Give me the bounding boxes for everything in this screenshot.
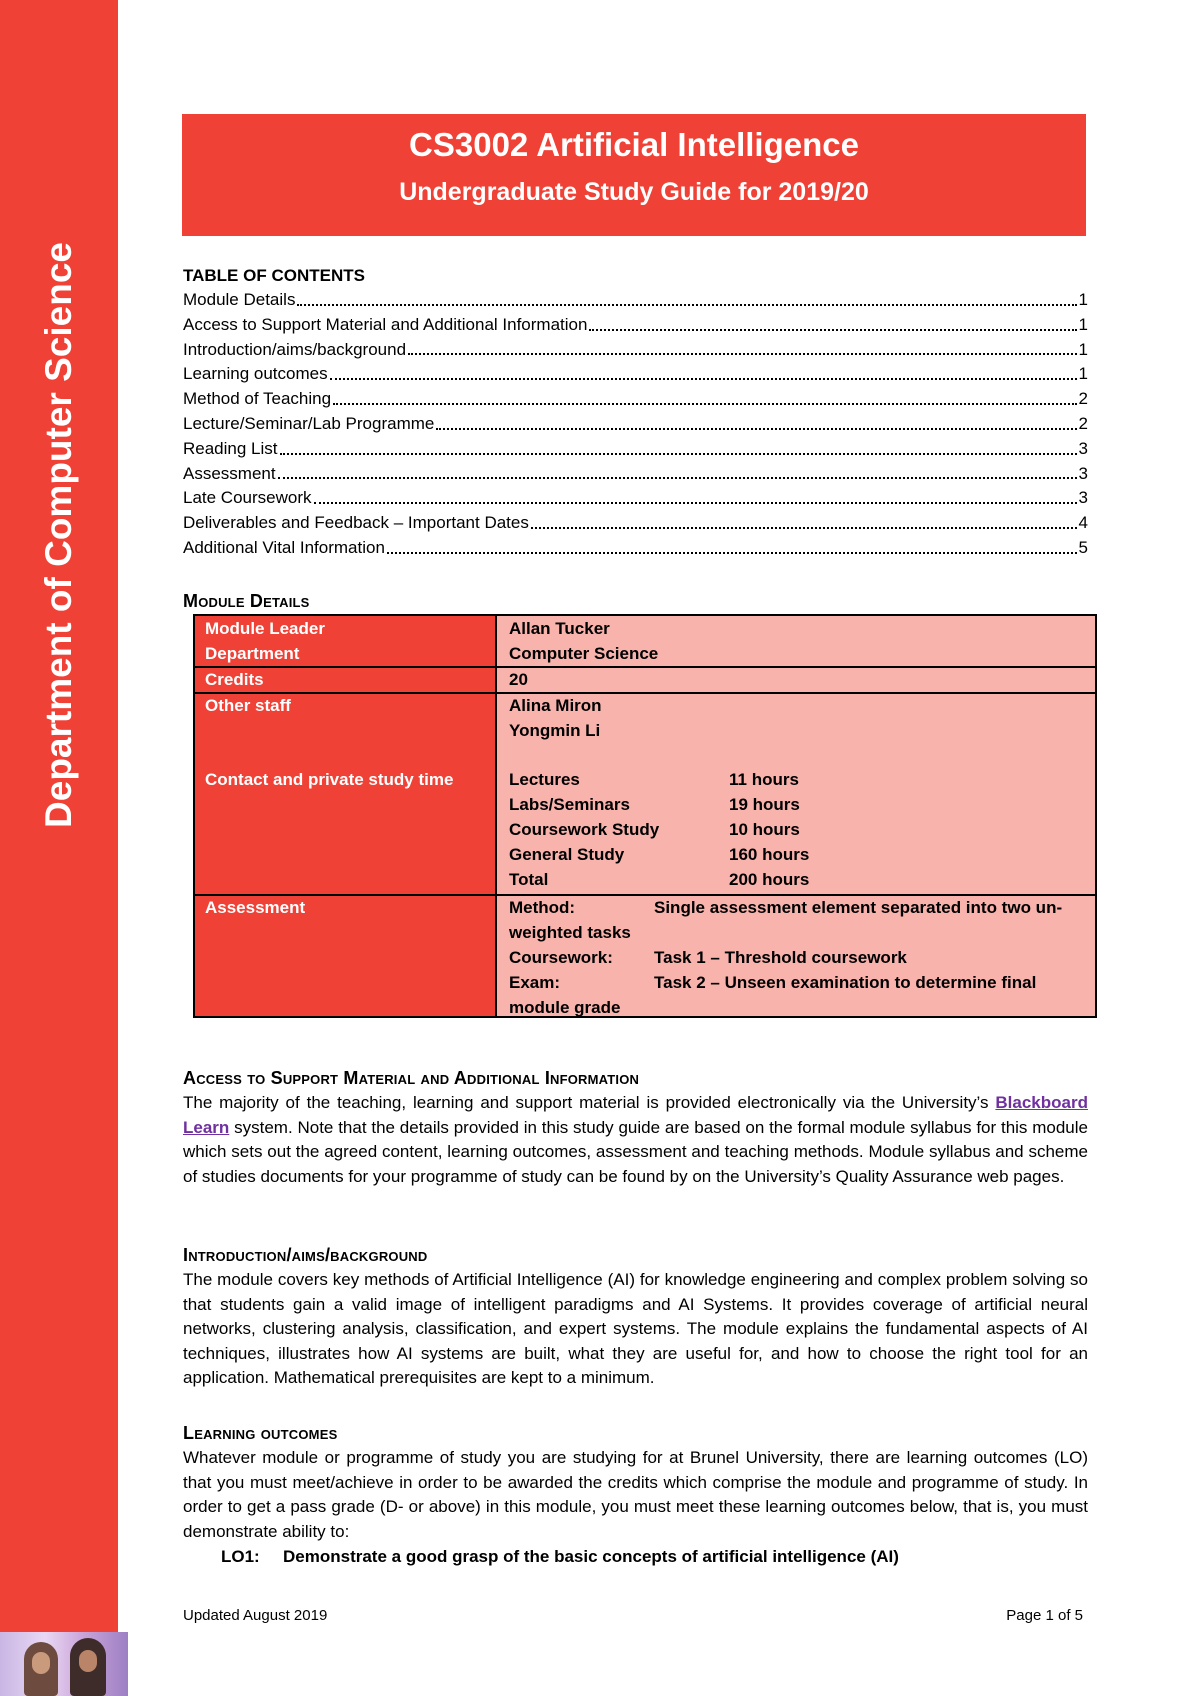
toc-entry-introduction[interactable]: Introduction/aims/background 1 xyxy=(183,339,1088,359)
toc-leader xyxy=(589,329,1076,331)
access-heading: Access to Support Material and Additional Information xyxy=(183,1068,640,1088)
department-value: Computer Science xyxy=(509,644,659,663)
module-details-section xyxy=(183,589,1088,614)
toc-heading: TABLE OF CONTENTS xyxy=(183,266,365,285)
toc-leader xyxy=(436,428,1076,430)
assessment-coursework: Coursework: Task 1 – Threshold coursework xyxy=(509,948,907,967)
toc-entry-reading-list[interactable]: Reading List 3 xyxy=(183,438,1088,458)
table-values: Allan Tucker Computer Science 20 Alina Miron Yongmin Li Lectures 11 hours Labs/Seminars 19 hours Coursework Study 10 hours General Study 160 hours Total 200 hours Method: Single assessment element separated into two un-weighted tasks Coursework: Task 1 – Threshold coursework Exam: Task 2 – Unseen examination to determine final module grade xyxy=(497,616,1095,1016)
footer-page-number: Page 1 of 5 xyxy=(1006,1607,1083,1624)
department-sidebar xyxy=(0,0,118,1632)
module-leader-value: Allan Tucker xyxy=(509,619,610,638)
student-face xyxy=(79,1650,97,1672)
toc-leader xyxy=(330,378,1077,380)
staff-member: Alina Miron xyxy=(509,696,602,715)
study-time-label: Contact and private study time xyxy=(205,770,454,789)
students-photo xyxy=(0,1632,128,1696)
toc-entry-learning-outcomes[interactable]: Learning outcomes 1 xyxy=(183,364,1088,384)
module-leader-label: Module Leader xyxy=(205,619,325,638)
assessment-label: Assessment xyxy=(205,898,306,917)
module-details-table xyxy=(193,614,1097,1018)
toc-entry-additional-info[interactable]: Additional Vital Information 5 xyxy=(183,537,1088,557)
learning-outcome-item: LO1: Demonstrate a good grasp of the basic concepts of artificial intelligence (AI) xyxy=(221,1547,899,1566)
learning-outcomes-section xyxy=(183,1421,1088,1569)
access-section xyxy=(183,1066,1088,1189)
toc-entry-programme[interactable]: Lecture/Seminar/Lab Programme 2 xyxy=(183,413,1088,433)
department-title: Department of Computer Science xyxy=(38,242,79,828)
learning-outcomes-heading: Learning outcomes xyxy=(183,1423,338,1443)
toc-leader xyxy=(387,552,1077,554)
credits-value: 20 xyxy=(509,670,528,689)
toc-entry-deliverables[interactable]: Deliverables and Feedback – Important Dates 4 xyxy=(183,513,1088,533)
toc-entry-access[interactable]: Access to Support Material and Additional Information 1 xyxy=(183,314,1088,334)
toc-leader xyxy=(531,527,1077,529)
learning-outcomes-paragraph: Whatever module or programme of study you are studying for at Brunel University, there are learning outcomes (LO) that you must meet/achieve in order to be awarded the credits which comprise the module and programme of study. In order to get a pass grade (D- or above) in this module, you must meet these learning outcomes below, that is, you must demonstrate ability to: xyxy=(183,1448,1088,1541)
module-details-heading: Module Details xyxy=(183,591,310,611)
assessment-exam: Exam: Task 2 – Unseen examination to determine final module grade xyxy=(509,973,1037,1017)
introduction-section xyxy=(183,1243,1088,1391)
toc-entry-late-coursework[interactable]: Late Coursework 3 xyxy=(183,488,1088,508)
table-of-contents xyxy=(183,263,1088,561)
toc-leader xyxy=(408,353,1077,355)
toc-leader xyxy=(278,477,1077,479)
toc-leader xyxy=(280,453,1077,455)
student-face xyxy=(32,1652,50,1674)
toc-entry-method-of-teaching[interactable]: Method of Teaching 2 xyxy=(183,389,1088,409)
staff-member: Yongmin Li xyxy=(509,721,601,740)
department-label: Department xyxy=(205,644,300,663)
module-title: CS3002 Artificial Intelligence xyxy=(409,126,859,163)
toc-entry-assessment[interactable]: Assessment 3 xyxy=(183,463,1088,483)
footer-updated: Updated August 2019 xyxy=(183,1607,328,1624)
title-banner xyxy=(182,114,1086,236)
credits-label: Credits xyxy=(205,670,264,689)
introduction-heading: Introduction/aims/background xyxy=(183,1245,428,1265)
toc-entry-module-details[interactable]: Module Details 1 xyxy=(183,290,1088,309)
assessment-method: Method: Single assessment element separated into two un-weighted tasks xyxy=(509,898,1063,942)
access-paragraph: The majority of the teaching, learning and support material is provided electronically via the University’s Blackboard Learn system. Note that the details provided in this study guide are based on the formal module syllabus for this module which sets out the agreed content, learning outcomes, assessment and teaching methods. Module syllabus and scheme of studies documents for your programme of study can be found by on the University’s Quality Assurance web pages. xyxy=(183,1093,1088,1186)
toc-leader xyxy=(333,403,1076,405)
other-staff-label: Other staff xyxy=(205,696,291,715)
guide-subtitle: Undergraduate Study Guide for 2019/20 xyxy=(399,178,869,206)
blackboard-learn-link[interactable]: Blackboard Learn xyxy=(183,1093,1088,1137)
toc-leader xyxy=(314,502,1077,504)
introduction-paragraph: The module covers key methods of Artificial Intelligence (AI) for knowledge engineering and complex problem solving so that students gain a valid image of intelligent paradigms and AI Systems. It provides coverage of artificial neural networks, clustering analysis, classification, and expert systems. The module explains the fundamental aspects of AI techniques, illustrates how AI systems are built, what they are useful for, and how to choose the right tool for an application. Mathematical prerequisites are kept to a minimum. xyxy=(183,1270,1088,1387)
toc-leader xyxy=(297,304,1076,306)
